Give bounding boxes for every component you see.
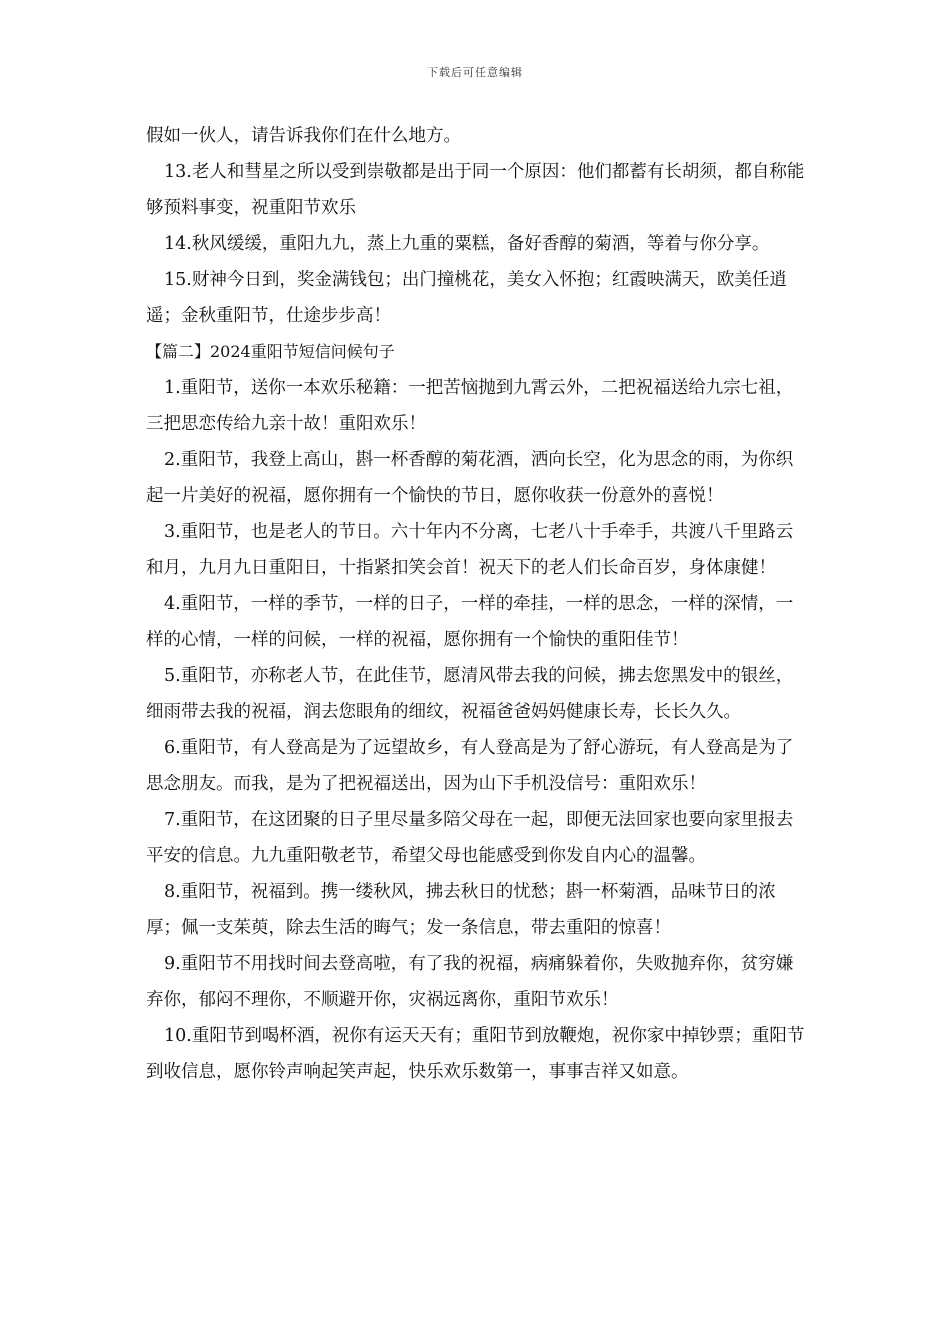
paragraph: 13.老人和彗星之所以受到崇敬都是出于同一个原因：他们都蓄有长胡须，都自称能够预料事变，祝重阳节欢乐 <box>146 162 805 218</box>
list-item: 2.重阳节，我登上高山，斟一杯香醇的菊花酒，洒向长空，化为思念的雨，为你织起一片美好的祝福，愿你拥有一个愉快的节日，愿你收获一份意外的喜悦！ <box>146 450 794 506</box>
paragraph: 14.秋风缓缓，重阳九九，蒸上九重的粟糕，备好香醇的菊酒，等着与你分享。 <box>164 234 770 254</box>
list-item: 3.重阳节，也是老人的节日。六十年内不分离，七老八十手牵手，共渡八千里路云和月，九月九日重阳日，十指紧扣笑会首！祝天下的老人们长命百岁，身体康健！ <box>146 522 794 578</box>
list-item: 10.重阳节到喝杯酒，祝你有运天天有；重阳节到放鞭炮，祝你家中掉钞票；重阳节到收信息，愿你铃声响起笑声起，快乐欢乐数第一，事事吉祥又如意。 <box>146 1026 805 1082</box>
paragraph: 15.财神今日到，奖金满钱包；出门撞桃花，美女入怀抱；红霞映满天，欧美任逍遥；金秋重阳节，仕途步步高！ <box>146 270 787 326</box>
list-item: 7.重阳节，在这团聚的日子里尽量多陪父母在一起，即便无法回家也要向家里报去平安的信息。九九重阳敬老节，希望父母也能感受到你发自内心的温馨。 <box>146 810 794 866</box>
list-item: 4.重阳节，一样的季节，一样的日子，一样的牵挂，一样的思念，一样的深情，一样的心情，一样的问候，一样的祝福，愿你拥有一个愉快的重阳佳节！ <box>146 594 794 650</box>
list-item: 5.重阳节，亦称老人节，在此佳节，愿清风带去我的问候，拂去您黑发中的银丝，细雨带去我的祝福，润去您眼角的细纹，祝福爸爸妈妈健康长寿，长长久久。 <box>146 666 794 722</box>
page-header: 下载后可任意编辑 <box>427 66 523 79</box>
list-item: 9.重阳节不用找时间去登高啦，有了我的祝福，病痛躲着你，失败抛弃你，贫穷嫌弃你，郁闷不理你，不顺避开你，灾祸远离你，重阳节欢乐！ <box>146 954 794 1010</box>
list-item: 6.重阳节，有人登高是为了远望故乡，有人登高是为了舒心游玩，有人登高是为了思念朋友。而我，是为了把祝福送出，因为山下手机没信号：重阳欢乐！ <box>146 738 794 794</box>
list-item: 1.重阳节，送你一本欢乐秘籍：一把苦恼抛到九霄云外，二把祝福送给九宗七祖，三把思恋传给九亲十故！重阳欢乐！ <box>146 378 794 434</box>
document-body <box>146 118 810 1090</box>
section-title: 【篇二】2024重阳节短信问候句子 <box>146 342 395 361</box>
paragraph: 假如一伙人，请告诉我你们在什么地方。 <box>146 126 461 146</box>
list-item: 8.重阳节，祝福到。携一缕秋风，拂去秋日的忧愁；斟一杯菊酒，品味节日的浓厚；佩一支茱萸，除去生活的晦气；发一条信息，带去重阳的惊喜！ <box>146 882 776 938</box>
